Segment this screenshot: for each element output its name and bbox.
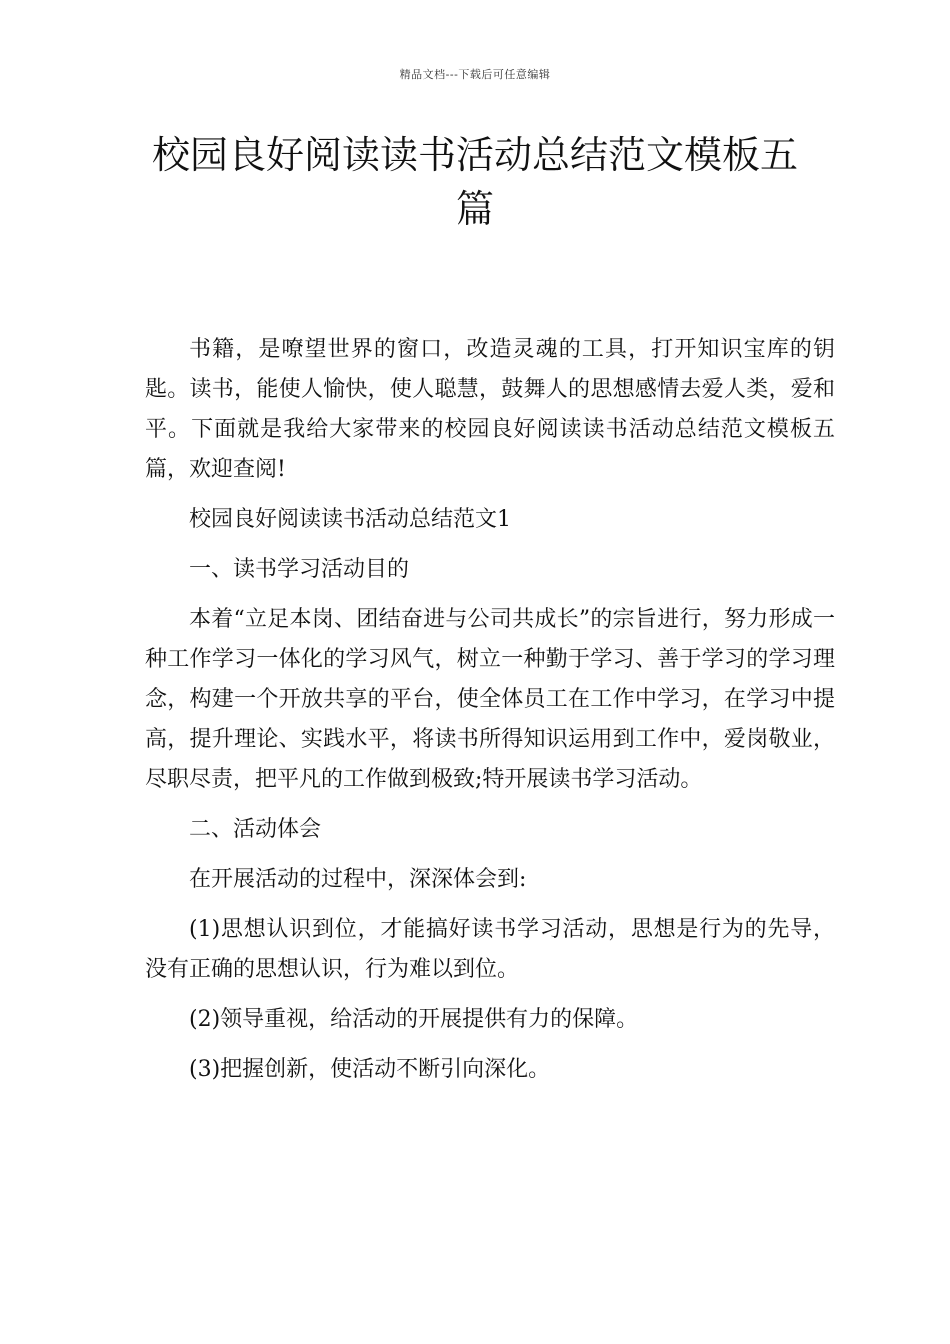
experience-intro: 在开展活动的过程中，深深体会到: xyxy=(189,867,527,892)
purpose-paragraph: 本着“立足本岗、团结奋进与公司共成长”的宗旨进行，努力形成一种工作学习一体化的学习风气，树立一种勤于学习、善于学习的学习理念，构建一个开放共享的平台，使全体员工在工作中学习，在学习中提高，提升理论、实践水平，将读书所得知识运用到工作中，爱岗敬业，尽职尽责，把平凡的工作做到极致;特开展读书学习活动。 xyxy=(145,607,835,792)
section-title: 校园良好阅读读书活动总结范文1 xyxy=(189,507,511,532)
intro-paragraph: 书籍，是嘹望世界的窗口，改造灵魂的工具，打开知识宝库的钥匙。读书，能使人愉快，使人聪慧，鼓舞人的思想感情去爱人类，爱和平。下面就是我给大家带来的校园良好阅读读书活动总结范文模板五篇，欢迎查阅! xyxy=(145,337,835,482)
document-title: 校园良好阅读读书活动总结范文模板五篇 xyxy=(151,133,798,231)
experience-item-1: (1)思想认识到位，才能搞好读书学习活动，思想是行为的先导，没有正确的思想认识，行为难以到位。 xyxy=(145,917,835,982)
subheading-experience: 二、活动体会 xyxy=(189,817,322,842)
subheading-purpose: 一、读书学习活动目的 xyxy=(189,557,410,582)
experience-item-2: (2)领导重视，给活动的开展提供有力的保障。 xyxy=(189,1007,639,1032)
header-note: 精品文档---下载后可任意编辑 xyxy=(399,68,551,81)
experience-item-3: (3)把握创新，使活动不断引向深化。 xyxy=(189,1057,551,1082)
document-body xyxy=(145,330,835,1100)
